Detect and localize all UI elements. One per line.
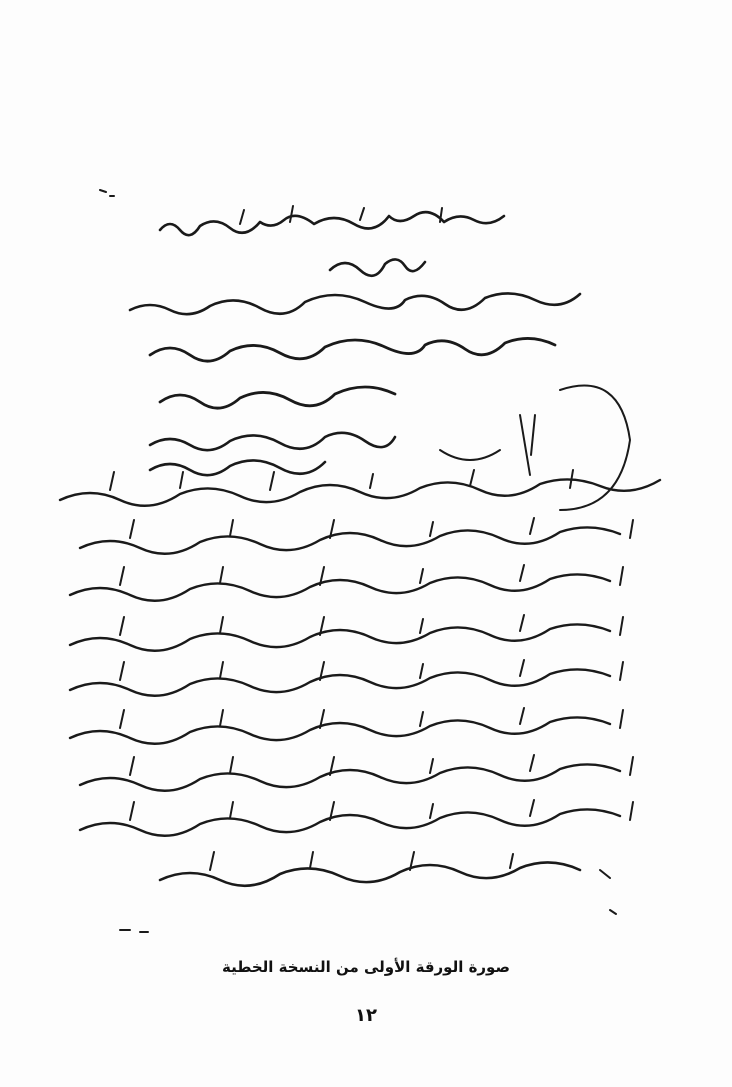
page-number: ١٢ [355, 1005, 377, 1026]
figure-caption: صورة الورقة الأولى من النسخة الخطية [222, 958, 510, 976]
manuscript-scribbles [40, 170, 700, 950]
manuscript-image [40, 170, 700, 950]
